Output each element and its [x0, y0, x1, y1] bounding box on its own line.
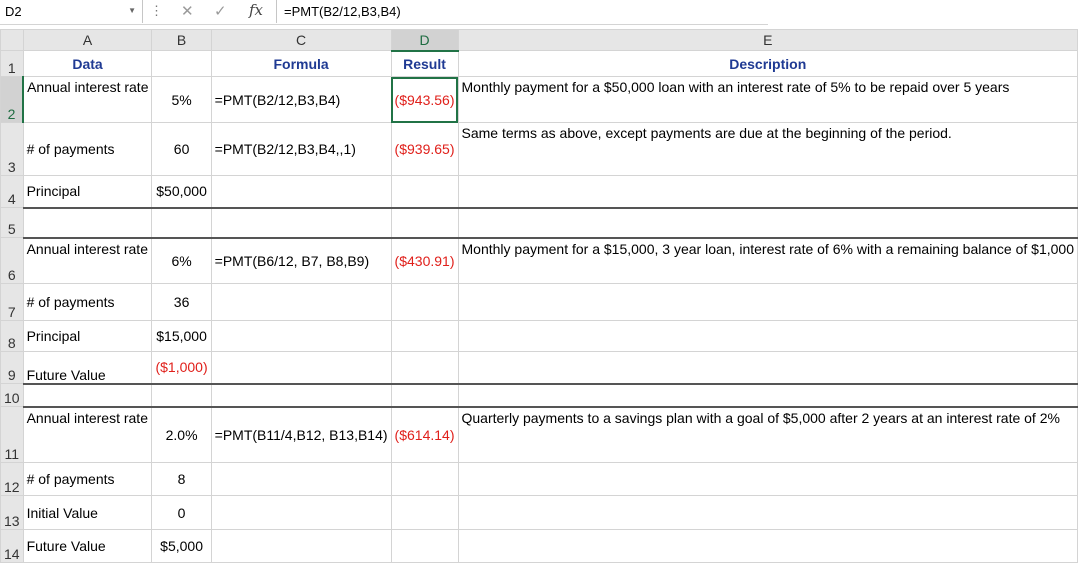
row-header-1[interactable]: 1	[1, 51, 24, 77]
column-header-b[interactable]: B	[152, 30, 211, 51]
column-header-e[interactable]: E	[458, 30, 1078, 51]
cell-e6[interactable]: Monthly payment for a $15,000, 3 year loan, interest rate of 6% with a remaining balance of $1,000	[458, 238, 1078, 284]
insert-function-icon[interactable]: fx	[249, 1, 264, 19]
cell-c13[interactable]	[211, 496, 391, 530]
cell-c12[interactable]	[211, 463, 391, 496]
cell-a1[interactable]: Data	[23, 51, 152, 77]
name-box-dropdown-icon[interactable]: ▼	[128, 6, 136, 15]
cell-b1[interactable]	[152, 51, 211, 77]
cell-a5[interactable]	[23, 208, 152, 238]
row-header-3[interactable]: 3	[1, 123, 24, 176]
cell-c7[interactable]	[211, 284, 391, 321]
cell-d2[interactable]: ($943.56)	[391, 77, 458, 123]
cell-b2[interactable]: 5%	[152, 77, 211, 123]
cell-a9[interactable]: Future Value	[23, 352, 152, 384]
cell-a3[interactable]: # of payments	[23, 123, 152, 176]
cell-e14[interactable]	[458, 530, 1078, 563]
cell-c10[interactable]	[211, 384, 391, 407]
cell-a4[interactable]: Principal	[23, 176, 152, 208]
cell-c11[interactable]: =PMT(B11/4,B12, B13,B14)	[211, 407, 391, 463]
more-options-icon[interactable]: ⋮	[150, 3, 163, 18]
cell-b4[interactable]: $50,000	[152, 176, 211, 208]
cell-e5[interactable]	[458, 208, 1078, 238]
cell-b11[interactable]: 2.0%	[152, 407, 211, 463]
column-header-a[interactable]: A	[23, 30, 152, 51]
column-header-c[interactable]: C	[211, 30, 391, 51]
cell-b14[interactable]: $5,000	[152, 530, 211, 563]
cell-d14[interactable]	[391, 530, 458, 563]
cell-c8[interactable]	[211, 321, 391, 352]
cell-c6-text: =PMT(B6/12, B7, B8,B9)	[214, 252, 370, 269]
cell-b9[interactable]: ($1,000)	[152, 352, 211, 384]
cell-e3[interactable]: Same terms as above, except payments are due at the beginning of the period.	[458, 123, 1078, 176]
name-box[interactable]	[0, 0, 143, 23]
cell-b13[interactable]: 0	[152, 496, 211, 530]
cell-b10[interactable]	[152, 384, 211, 407]
cell-d7[interactable]	[391, 284, 458, 321]
cell-a14[interactable]: Future Value	[23, 530, 152, 563]
cell-d13[interactable]	[391, 496, 458, 530]
enter-formula-icon[interactable]: ✓	[214, 3, 227, 20]
cell-a10[interactable]	[23, 384, 152, 407]
row-header-11[interactable]: 11	[1, 407, 24, 463]
cell-b6[interactable]: 6%	[152, 238, 211, 284]
formula-text[interactable]: =PMT(B2/12,B3,B4)	[284, 4, 401, 19]
name-box-value[interactable]: D2	[5, 4, 22, 19]
row-header-5[interactable]: 5	[1, 208, 24, 238]
cell-b7[interactable]: 36	[152, 284, 211, 321]
cell-d11[interactable]: ($614.14)	[391, 407, 458, 463]
cell-d5[interactable]	[391, 208, 458, 238]
cancel-formula-icon[interactable]: ✕	[181, 3, 194, 20]
formula-input[interactable]	[276, 0, 768, 23]
select-all-corner[interactable]	[1, 30, 24, 51]
cell-b12[interactable]: 8	[152, 463, 211, 496]
cell-e11[interactable]: Quarterly payments to a savings plan with a goal of $5,000 after 2 years at an interest rate of 2%	[458, 407, 1078, 463]
cell-e12[interactable]	[458, 463, 1078, 496]
spreadsheet-grid	[0, 29, 1078, 563]
cell-b8[interactable]: $15,000	[152, 321, 211, 352]
cell-d3[interactable]: ($939.65)	[391, 123, 458, 176]
cell-c2[interactable]: =PMT(B2/12,B3,B4)	[211, 77, 391, 123]
row-header-4[interactable]: 4	[1, 176, 24, 208]
cell-a11[interactable]: Annual interest rate	[23, 407, 152, 463]
row-header-13[interactable]: 13	[1, 496, 24, 530]
row-header-6[interactable]: 6	[1, 238, 24, 284]
cell-d10[interactable]	[391, 384, 458, 407]
cell-a12[interactable]: # of payments	[23, 463, 152, 496]
cell-e13[interactable]	[458, 496, 1078, 530]
cell-d12[interactable]	[391, 463, 458, 496]
row-header-2[interactable]: 2	[1, 77, 24, 123]
cell-e2[interactable]: Monthly payment for a $50,000 loan with an interest rate of 5% to be repaid over 5 years	[458, 77, 1078, 123]
row-header-14[interactable]: 14	[1, 530, 24, 563]
cell-d1[interactable]: Result	[391, 51, 458, 77]
cell-b5[interactable]	[152, 208, 211, 238]
cell-e9[interactable]	[458, 352, 1078, 384]
cell-c3[interactable]: =PMT(B2/12,B3,B4,,1)	[211, 123, 391, 176]
cell-e1[interactable]: Description	[458, 51, 1078, 77]
row-header-7[interactable]: 7	[1, 284, 24, 321]
row-header-8[interactable]: 8	[1, 321, 24, 352]
cell-a8[interactable]: Principal	[23, 321, 152, 352]
cell-c4[interactable]	[211, 176, 391, 208]
cell-a6[interactable]: Annual interest rate	[23, 238, 152, 284]
cell-d8[interactable]	[391, 321, 458, 352]
cell-d4[interactable]	[391, 176, 458, 208]
row-header-10[interactable]: 10	[1, 384, 24, 407]
cell-c14[interactable]	[211, 530, 391, 563]
row-header-12[interactable]: 12	[1, 463, 24, 496]
cell-e4[interactable]	[458, 176, 1078, 208]
cell-c9[interactable]	[211, 352, 391, 384]
cell-a13[interactable]: Initial Value	[23, 496, 152, 530]
formula-bar	[0, 0, 768, 25]
cell-a7[interactable]: # of payments	[23, 284, 152, 321]
cell-e10[interactable]	[458, 384, 1078, 407]
cell-e7[interactable]	[458, 284, 1078, 321]
row-header-9[interactable]: 9	[1, 352, 24, 384]
cell-b3[interactable]: 60	[152, 123, 211, 176]
cell-c5[interactable]	[211, 208, 391, 238]
cell-d6[interactable]: ($430.91)	[391, 238, 458, 284]
cell-e8[interactable]	[458, 321, 1078, 352]
column-header-d[interactable]: D	[391, 30, 458, 51]
cell-c1[interactable]: Formula	[211, 51, 391, 77]
cell-c6[interactable]	[211, 238, 391, 284]
cell-a2[interactable]: Annual interest rate	[23, 77, 152, 123]
cell-d9[interactable]	[391, 352, 458, 384]
